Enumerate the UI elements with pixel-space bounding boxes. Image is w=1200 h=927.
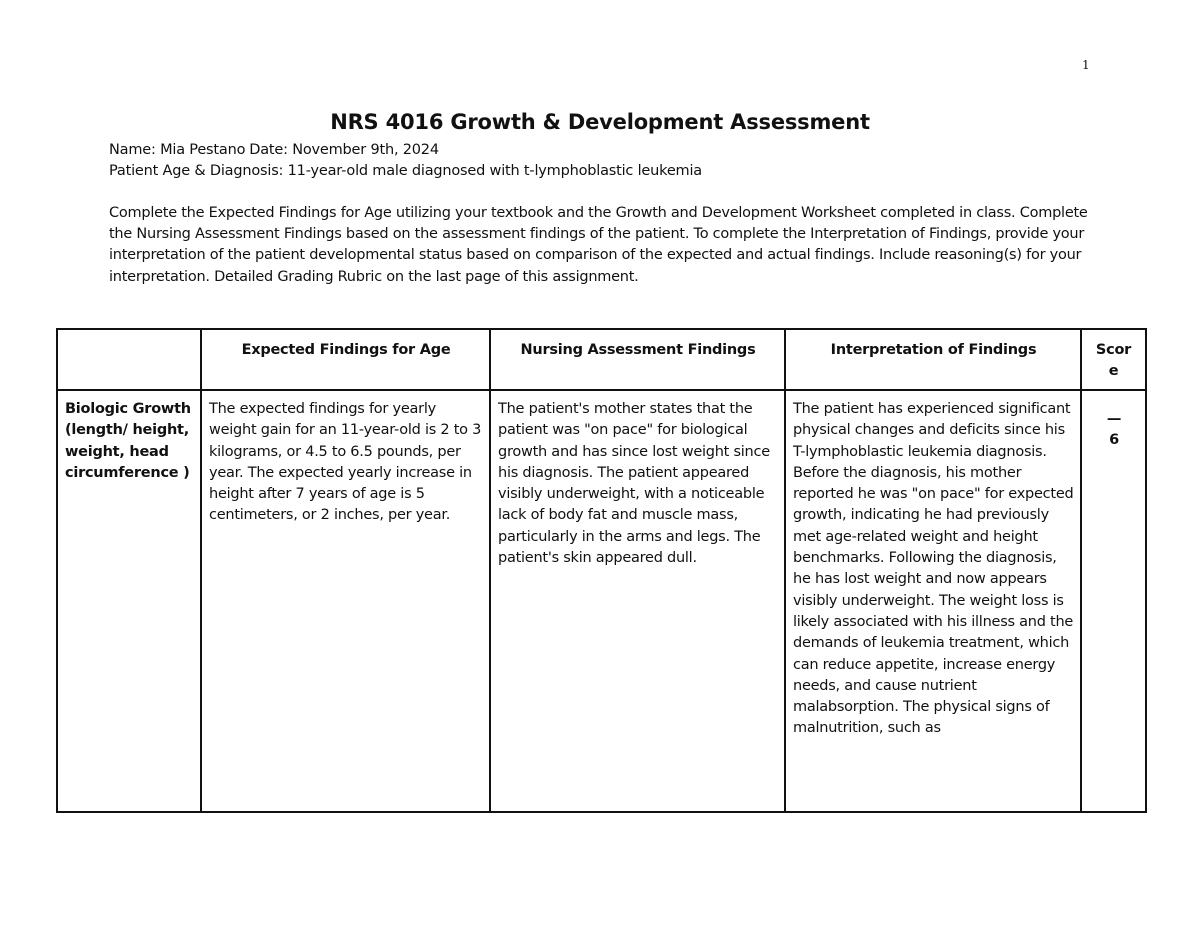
header-expected-findings: Expected Findings for Age	[201, 329, 490, 390]
header-interpretation: Interpretation of Findings	[785, 329, 1081, 390]
patient-diagnosis-line: Patient Age & Diagnosis: 11-year-old male diagnosed with t-lymphoblastic leukemia	[109, 163, 702, 179]
header-category	[57, 329, 201, 390]
row-category: Biologic Growth (length/ height, weight, head circumference )	[57, 390, 201, 812]
expected-findings-cell: The expected findings for yearly weight gain for an 11-year-old is 2 to 3 kilograms, or 4.5 to 6.5 pounds, per year. The expected yearly increase in height after 7 years of age is 5 centimeters, or 2 inches, per year.	[201, 390, 490, 812]
score-dash: —	[1106, 411, 1122, 427]
table-header-row	[57, 329, 1146, 390]
assessment-date: Date: November 9th, 2024	[249, 142, 439, 158]
assessment-findings-cell: The patient's mother states that the patient was "on pace" for biological growth and has since lost weight since his diagnosis. The patient appeared visibly underweight, with a noticeable lack of body fat and muscle mass, particularly in the arms and legs. The patient's skin appeared dull.	[490, 390, 785, 812]
name-date-line	[109, 140, 439, 161]
page-number: 1	[1082, 58, 1090, 72]
document-title: NRS 4016 Growth & Development Assessment	[330, 110, 870, 134]
student-name: Name: Mia Pestano	[109, 142, 246, 158]
header-nursing-assessment: Nursing Assessment Findings	[490, 329, 785, 390]
score-cell	[1081, 390, 1146, 812]
instructions-paragraph: Complete the Expected Findings for Age utilizing your textbook and the Growth and Development Worksheet completed in class. Complete the Nursing Assessment Findings based on the assessment findings of the patient. To complete the Interpretation of Findings, provide your interpretation of the patient developmental status based on comparison of the expected and actual findings. Include reasoning(s) for your interpretation. Detailed Grading Rubric on the last page of this assignment.	[109, 205, 1088, 285]
score-value: 6	[1109, 432, 1119, 449]
assessment-table	[56, 328, 1147, 813]
header-score: Scor e	[1081, 329, 1146, 390]
table-row	[57, 390, 1146, 812]
interpretation-cell: The patient has experienced significant physical changes and deficits since his T-lymphoblastic leukemia diagnosis. Before the diagnosis, his mother reported he was "on pace" for expected growth, indicating he had previously met age-related weight and height benchmarks. Following the diagnosis, he has lost weight and now appears visibly underweight. The weight loss is likely associated with his illness and the demands of leukemia treatment, which can reduce appetite, increase energy needs, and cause nutrient malabsorption. The physical signs of malnutrition, such as	[785, 390, 1081, 812]
